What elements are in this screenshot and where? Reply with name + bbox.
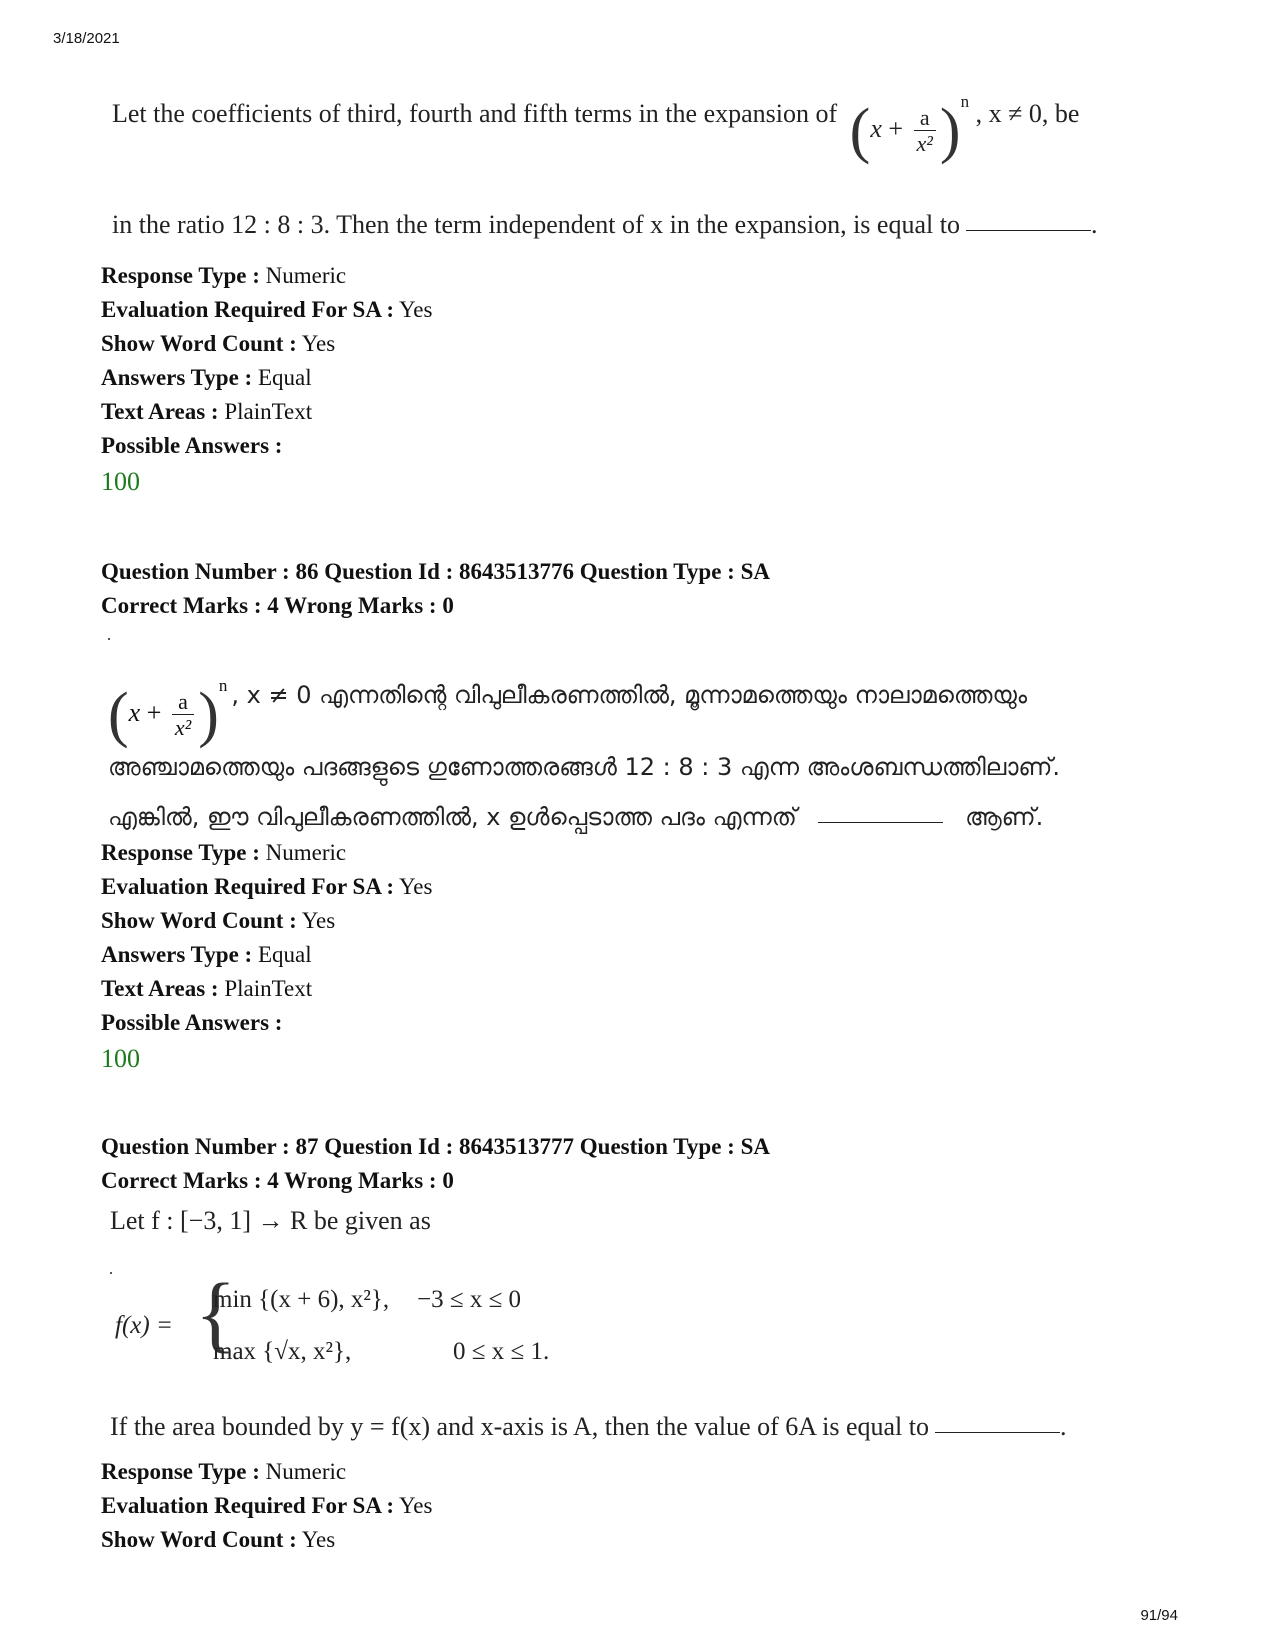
q87-intro: Let f : [−3, 1] → R be given as <box>110 1206 431 1235</box>
possible-answer: 100 <box>101 467 140 496</box>
denominator: x² <box>172 714 194 741</box>
case1-expr: min {(x + 6), x²}, <box>213 1286 390 1313</box>
meta-row: Show Word Count : Yes <box>101 331 336 356</box>
q86-text-line1 <box>108 648 1027 750</box>
var-x: x <box>128 698 141 727</box>
meta-row: Show Word Count : Yes <box>101 1527 336 1552</box>
left-paren: ( <box>849 97 871 166</box>
q85-meta <box>101 259 432 499</box>
q85-text-line1 <box>112 70 1080 166</box>
numerator: a <box>178 688 188 714</box>
left-paren: ( <box>108 681 129 750</box>
plus-sign: + <box>888 114 904 143</box>
meta-row: Answers Type : Equal <box>101 942 312 967</box>
meta-row: Text Areas : PlainText <box>101 399 313 424</box>
answer-blank <box>818 821 943 823</box>
fraction <box>172 690 194 741</box>
q86-marks: Correct Marks : 4 Wrong Marks : 0 <box>101 593 454 618</box>
q85-line1-start: Let the coefficients of third, fourth and fifth terms in the expansion of <box>112 98 838 128</box>
case2-expr: max {√x, x²}, <box>213 1338 352 1365</box>
case1-cond: −3 ≤ x ≤ 0 <box>417 1286 522 1313</box>
page-number: 91/94 <box>1140 1607 1178 1624</box>
meta-row: Response Type : Numeric <box>101 1459 347 1484</box>
meta-row: Show Word Count : Yes <box>101 908 336 933</box>
q86-meta <box>101 836 432 1076</box>
meta-row: Response Type : Numeric <box>101 840 347 865</box>
possible-answer: 100 <box>101 1044 140 1073</box>
meta-row: Answers Type : Equal <box>101 365 312 390</box>
meta-row: Possible Answers : <box>101 1010 283 1035</box>
q87-header: Question Number : 87 Question Id : 8643513777 Question Type : SA <box>101 1134 770 1159</box>
q86-expression <box>108 648 227 751</box>
left-brace: { <box>195 1265 237 1361</box>
denominator: x² <box>914 130 936 157</box>
fraction <box>914 106 936 157</box>
exponent-n: n <box>218 676 228 695</box>
q87-marks: Correct Marks : 4 Wrong Marks : 0 <box>101 1168 454 1193</box>
q85-expression <box>849 70 970 166</box>
meta-row: Possible Answers : <box>101 433 283 458</box>
q86-text-line3 <box>108 803 1043 831</box>
q87-meta <box>101 1455 432 1557</box>
answer-blank <box>935 1431 1060 1433</box>
q86-line3-end: ആണ്. <box>965 803 1044 831</box>
right-paren: ) <box>939 97 961 166</box>
right-paren: ) <box>198 681 219 750</box>
q87-question-text: If the area bounded by y = f(x) and x-axis is A, then the value of 6A is equal to <box>110 1412 929 1441</box>
meta-row: Evaluation Required For SA : Yes <box>101 1493 433 1518</box>
case2-cond: 0 ≤ x ≤ 1. <box>453 1338 550 1365</box>
answer-blank <box>966 229 1091 231</box>
q86-line3-start: എങ്കിൽ, ഈ വിപുലീകരണത്തിൽ, x ഉൾപ്പെടാത്ത പദം എന്നത് <box>108 803 797 831</box>
meta-row: Text Areas : PlainText <box>101 976 313 1001</box>
q85-line1-end: , x ≠ 0, be <box>975 98 1080 128</box>
meta-row: Evaluation Required For SA : Yes <box>101 297 433 322</box>
q86-text-line2: അഞ്ചാമത്തെയും പദങ്ങളുടെ ഗുണോത്തരങ്ങൾ 12 : 8 : 3 എന്ന അംശബന്ധത്തിലാണ്. <box>108 753 1061 781</box>
numerator: a <box>919 104 930 130</box>
meta-row: Response Type : Numeric <box>101 263 347 288</box>
q86-header: Question Number : 86 Question Id : 8643513776 Question Type : SA <box>101 559 770 584</box>
q85-text-line2: in the ratio 12 : 8 : 3. Then the term independent of x in the expansion, is equal to . <box>112 210 1098 239</box>
exponent-n: n <box>960 92 970 111</box>
q86-line1-text: , x ≠ 0 എന്നതിന്റെ വിപുലീകരണത്തിൽ, മൂന്നാമത്തെയും നാലാമത്തെയും <box>231 681 1027 710</box>
plus-sign: + <box>146 698 162 727</box>
print-date: 3/18/2021 <box>53 30 120 47</box>
q87-question: If the area bounded by y = f(x) and x-axis is A, then the value of 6A is equal to . <box>110 1412 1067 1441</box>
q85-line2-text: in the ratio 12 : 8 : 3. Then the term independent of x in the expansion, is equal to <box>112 210 960 239</box>
meta-row: Evaluation Required For SA : Yes <box>101 874 433 899</box>
fx-label: f(x) = <box>115 1312 173 1339</box>
var-x: x <box>870 114 882 143</box>
